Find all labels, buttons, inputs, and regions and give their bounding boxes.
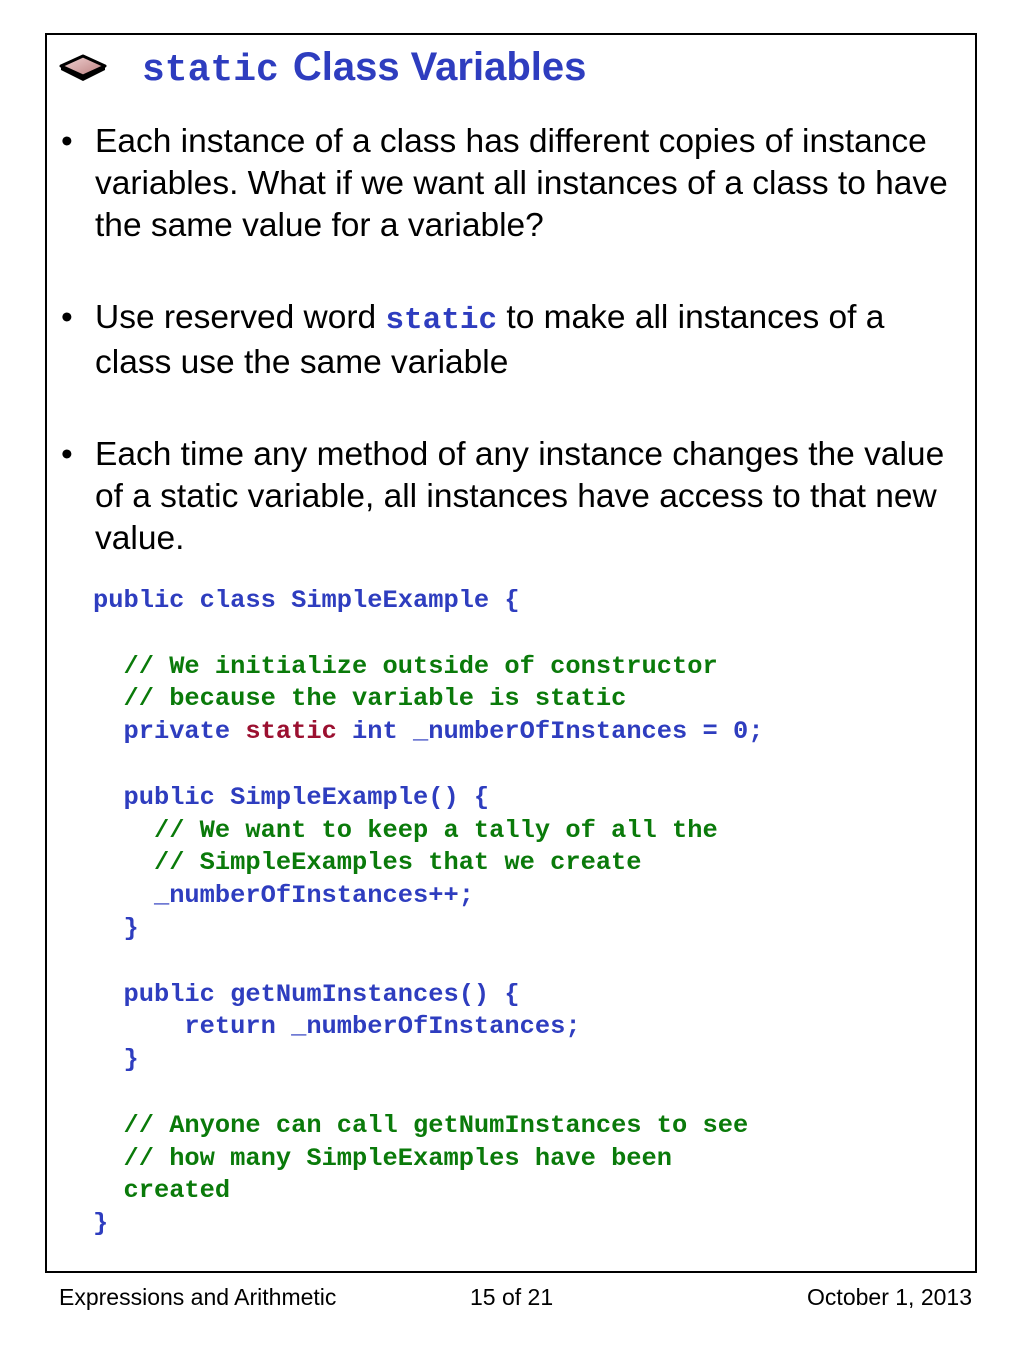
code-comment: created [123,1176,231,1206]
code-comment: // Anyone can call getNumInstances to see [123,1110,749,1140]
code-line [93,618,763,651]
code-comment: // We initialize outside of constructor [123,651,718,681]
title-keyword: static [142,49,279,92]
bullet-text-after: to make all instances of a class use the same variable [95,299,885,381]
bullet-item-shared-value [57,434,957,560]
footer-date: October 1, 2013 [807,1284,972,1310]
code-comment: // SimpleExamples that we create [153,848,642,878]
code-line [93,782,763,815]
code-token: return _numberOfInstances; [184,1012,581,1042]
slide-frame [45,33,977,1273]
bullet-dot: • [61,436,73,473]
code-line [93,880,763,913]
code-line [93,1208,763,1241]
code-line [93,1011,763,1044]
footer-title: Expressions and Arithmetic [59,1284,337,1310]
bullet-list [57,121,957,610]
title-text: Class Variables [292,45,587,89]
code-line [93,946,763,979]
code-line [93,683,763,716]
code-line [93,1143,763,1176]
code-comment: // because the variable is static [123,684,627,714]
code-token: } [123,913,139,943]
bullet-text: Each instance of a class has different copies of instance variables. What if we want all instances of a class to have the same value for a variable? [95,123,948,244]
code-line [93,847,763,880]
code-line [93,1044,763,1077]
code-comment: // We want to keep a tally of all the [153,815,718,845]
code-token: int _numberOfInstances = 0; [336,717,764,747]
code-line [93,1110,763,1143]
code-line [93,1077,763,1110]
code-line [93,651,763,684]
bullet-text-before: Use reserved word [95,299,386,336]
code-token: } [93,1209,109,1239]
code-token: public SimpleExample() { [123,782,490,812]
code-token: _numberOfInstances++; [153,881,474,911]
bullet-item-instance-copies [57,121,957,247]
slide-title [59,39,586,99]
bullet-item-use-static [57,297,957,384]
code-line [93,815,763,848]
code-token: public getNumInstances() { [123,979,520,1009]
static-keyword-inline: static [385,303,498,338]
code-line [93,716,763,749]
code-line [93,913,763,946]
diamond-bullet-icon [59,54,107,84]
code-comment: // how many SimpleExamples have been [123,1143,673,1173]
code-token: public class SimpleExample { [93,586,520,615]
code-token: } [123,1045,139,1075]
code-static-keyword: static [245,717,337,747]
footer-page-number: 15 of 21 [470,1284,554,1310]
code-line [93,979,763,1012]
bullet-text: Each time any method of any instance changes the value of a static variable, all instances have access to that new value. [95,436,945,557]
code-line [93,749,763,782]
bullet-dot: • [61,123,73,160]
code-token: private [123,717,246,747]
code-block [93,585,763,1241]
code-line [93,585,763,618]
bullet-dot: • [61,299,73,336]
code-line [93,1175,763,1208]
